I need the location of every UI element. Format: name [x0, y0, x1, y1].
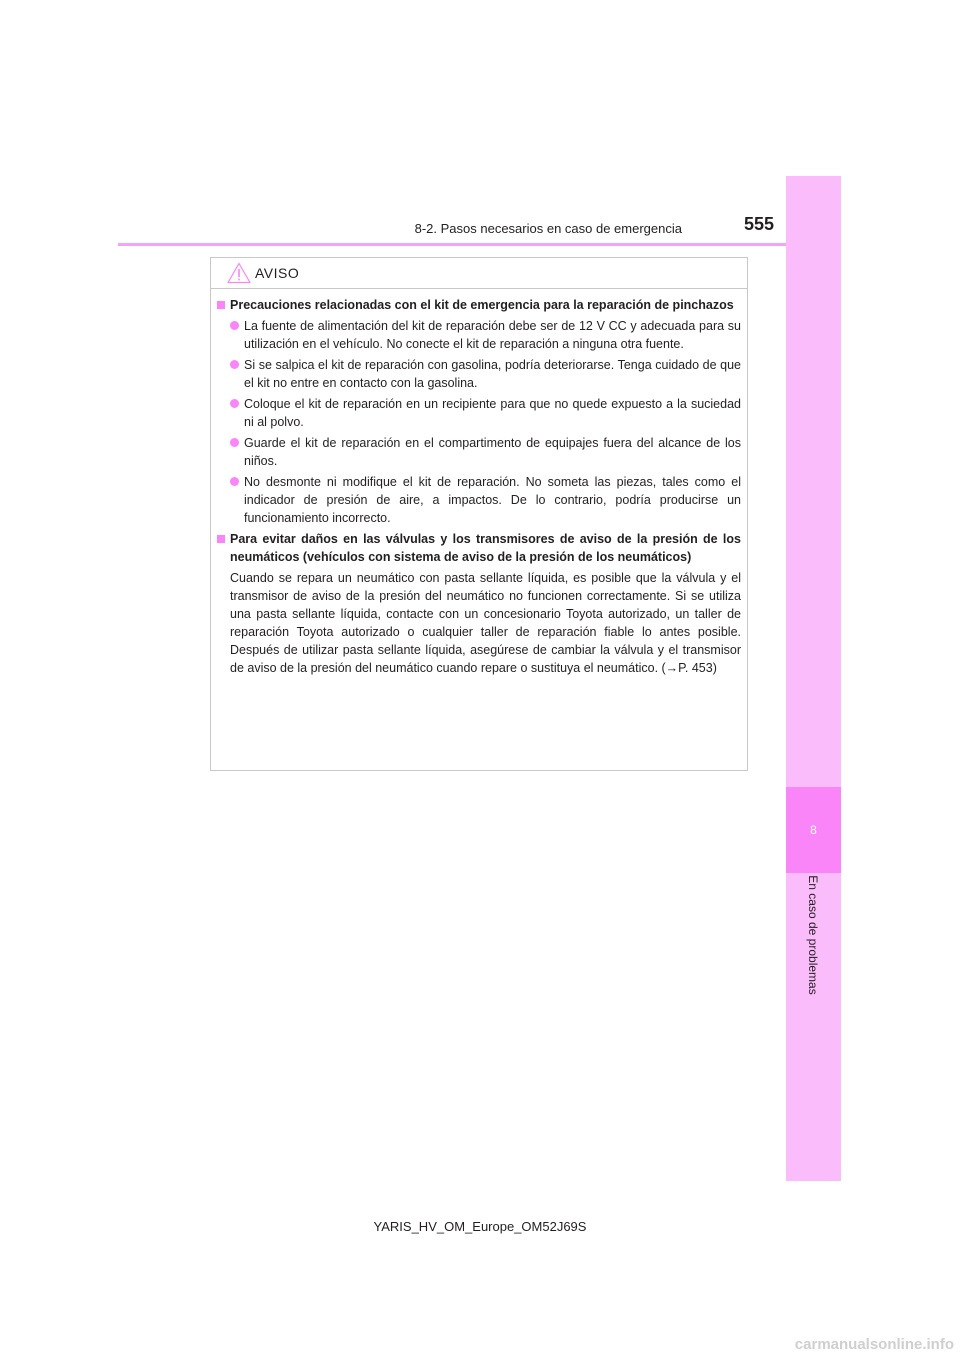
bullet-text: Si se salpica el kit de reparación con gasolina, podría deteriorarse. Tenga cuidado de que el kit no entre en contacto con la gasolina. — [244, 358, 741, 390]
section-paragraph: Cuando se repara un neumático con pasta sellante líquida, es posible que la válvula y el transmisor de aviso de la presión del neumático no funcionen correctamente. Si se utiliza una pasta sellante líquida, contacte con un concesionario Toyota autorizado, un taller de reparación Toyota autorizado o cualquier taller de reparación fiable lo antes posible. Después de utilizar pasta sellante líquida, asegúrese de cambiar la válvula y el transmisor de aviso de la presión del neumático cuando repare o sustituya el neumático. (→P. 453) — [230, 571, 741, 675]
warning-body — [211, 289, 747, 677]
section-heading — [217, 296, 741, 314]
watermark: carmanualsonline.info — [794, 1336, 954, 1353]
bullet-item — [230, 395, 741, 431]
chapter-title: En caso de problemas — [806, 875, 820, 995]
section-heading-text: Precauciones relacionadas con el kit de emergencia para la reparación de pinchazos — [230, 298, 734, 312]
bullet-text: Guarde el kit de reparación en el compartimento de equipajes fuera del alcance de los niños. — [244, 436, 741, 468]
section-heading-text: Para evitar daños en las válvulas y los transmisores de aviso de la presión de los neumáticos (vehículos con sistema de aviso de la presión de los neumáticos) — [230, 532, 741, 564]
dot-bullet-icon — [230, 399, 239, 408]
dot-bullet-icon — [230, 438, 239, 447]
bullet-item — [230, 473, 741, 527]
dot-bullet-icon — [230, 321, 239, 330]
warning-header — [211, 258, 747, 289]
bullet-item — [230, 317, 741, 353]
dot-bullet-icon — [230, 477, 239, 486]
bullet-item — [230, 356, 741, 392]
chapter-number-box — [786, 787, 841, 873]
bullet-text: Coloque el kit de reparación en un recipiente para que no quede expuesto a la suciedad ni al polvo. — [244, 397, 741, 429]
header-rule — [118, 243, 840, 246]
section-heading — [217, 530, 741, 566]
footer-document-code: YARIS_HV_OM_Europe_OM52J69S — [373, 1219, 587, 1234]
header-section-title: 8-2. Pasos necesarios en caso de emergencia — [414, 221, 682, 236]
side-tab — [786, 176, 841, 1181]
warning-triangle-icon — [227, 262, 251, 284]
square-bullet-icon — [217, 535, 225, 543]
dot-bullet-icon — [230, 360, 239, 369]
bullet-text: No desmonte ni modifique el kit de reparación. No someta las piezas, tales como el indicador de presión de aire, a impactos. De lo contrario, podría producirse un funcionamiento incorrecto. — [244, 475, 741, 525]
warning-label: AVISO — [255, 265, 300, 281]
warning-section — [217, 530, 741, 677]
chapter-number: 8 — [810, 823, 817, 837]
warning-box — [210, 257, 748, 771]
square-bullet-icon — [217, 301, 225, 309]
page-number: 555 — [743, 214, 774, 234]
bullet-item — [230, 434, 741, 470]
bullet-text: La fuente de alimentación del kit de reparación debe ser de 12 V CC y adecuada para su utilización en el vehículo. No conecte el kit de reparación a ninguna otra fuente. — [244, 319, 741, 351]
warning-section — [217, 296, 741, 527]
